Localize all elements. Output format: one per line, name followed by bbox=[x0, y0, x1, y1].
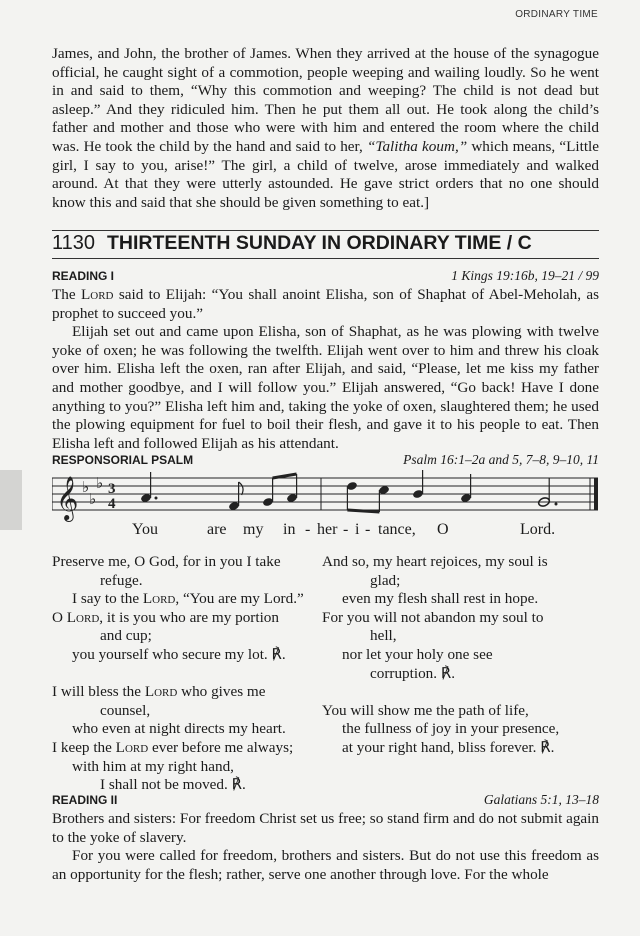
svg-text:♭: ♭ bbox=[96, 474, 104, 492]
key-signature bbox=[82, 474, 103, 508]
response-mark: ℟. bbox=[231, 776, 246, 794]
reading2-citation: Galatians 5:1, 13–18 bbox=[483, 792, 599, 807]
psalm-verses-left: Preserve me, O God, for in you I take refuge. I say to the Lord, “You are my Lord.” O Lord, it is you who are my portion and cup; you yourself who secure my lot. ℟. I will bless the Lord who gives me counsel, who even at night directs my heart. I keep the Lord ever before me always; with him at my right hand, I shall not be moved. ℟. bbox=[52, 553, 304, 794]
psalm-verses-right: And so, my heart rejoices, my soul is glad; even my flesh shall rest in hope. For you will not abandon my soul to hell, nor let your holy one see corruption. ℟. You will show me the path of life, the fullness of joy in your presence, at your right hand, bliss forever. ℟. bbox=[322, 553, 560, 756]
note-5 bbox=[346, 481, 358, 510]
reading1-label: READING I bbox=[52, 269, 115, 283]
time-sig-top: 3 bbox=[108, 481, 116, 497]
title-rule-top bbox=[52, 230, 599, 231]
reading2-text: Brothers and sisters: For freedom Christ set us free; so stand firm and do not submit again to the yoke of slavery. For you were called for freedom, brothers and sisters. But do not use this freedom as an opportunity for the flesh; rather, serve one another through love. For the whole bbox=[52, 810, 599, 883]
psalm-label: RESPONSORIAL PSALM bbox=[52, 453, 194, 467]
gospel-conclusion: James, and John, the brother of James. When they arrived at the house of the synagogue official, he caught sight of a commotion, people weeping and wailing loudly. So he went in and said to them, “Why this commotion and weeping? The child is not dead but asleep.” And they ridiculed him. Then he put them all out. He took along the child’s father and mother and those who were with him and entered the room where the child was. He took the child by the hand and said to her, “Talitha koum,” which means, “Little girl, I say to you, arise!” The girl, a child of twelve, arose immediately and walked around. At that they were utterly astounded. He gave strict orders that no one should know this and said that she should be given something to eat.] bbox=[52, 45, 599, 211]
note-7 bbox=[412, 470, 424, 499]
note-1 bbox=[140, 472, 157, 503]
margin-shade bbox=[0, 470, 22, 530]
time-sig-bottom: 4 bbox=[108, 496, 116, 512]
reading1-header bbox=[52, 268, 599, 284]
response-mark: ℟. bbox=[540, 738, 555, 756]
treble-clef: 𝄞 bbox=[56, 476, 79, 520]
note-3 bbox=[262, 478, 274, 507]
svg-text:♭: ♭ bbox=[82, 478, 90, 496]
page-title bbox=[52, 232, 599, 255]
psalm-header bbox=[52, 452, 599, 468]
title-text: THIRTEENTH SUNDAY IN ORDINARY TIME / C bbox=[107, 232, 532, 254]
running-head: ORDINARY TIME bbox=[515, 9, 598, 20]
reading2-header bbox=[52, 792, 599, 808]
reading1-citation: 1 Kings 19:16b, 19–21 / 99 bbox=[451, 268, 599, 283]
title-number: 1130 bbox=[52, 232, 96, 254]
reading2-label: READING II bbox=[52, 793, 118, 807]
svg-text:♭: ♭ bbox=[89, 490, 97, 508]
response-mark: ℟. bbox=[271, 645, 286, 663]
note-6 bbox=[378, 485, 390, 512]
psalm-citation: Psalm 16:1–2a and 5, 7–8, 9–10, 11 bbox=[403, 452, 599, 467]
note-9 bbox=[538, 478, 558, 507]
beam-1 bbox=[273, 474, 297, 478]
title-rule-bottom bbox=[52, 258, 599, 259]
final-barline bbox=[594, 478, 598, 510]
response-mark: ℟. bbox=[440, 664, 456, 682]
reading1-text: The Lord said to Elijah: “You shall anoint Elisha, son of Shaphat of Abel-Meholah, as prophet to succeed you.” Elijah set out and came upon Elisha, son of Shaphat, as he was plowing with twelve yoke of oxen; he was following the twelfth. Elijah went over to him and threw his cloak over him. Elisha left the oxen, ran after Elijah, and said, “Please, let me kiss my father and mother goodbye, and I will follow you.” Elijah answered, “Go back! Have I done anything to you?” Elisha left him and, taking the yoke of oxen, slaughtered them; he used the plowing equipment for fuel to boil their flesh, and gave it to his people to eat. Then Elisha left and followed Elijah as his attendant. bbox=[52, 286, 599, 452]
beam-2 bbox=[347, 510, 379, 512]
